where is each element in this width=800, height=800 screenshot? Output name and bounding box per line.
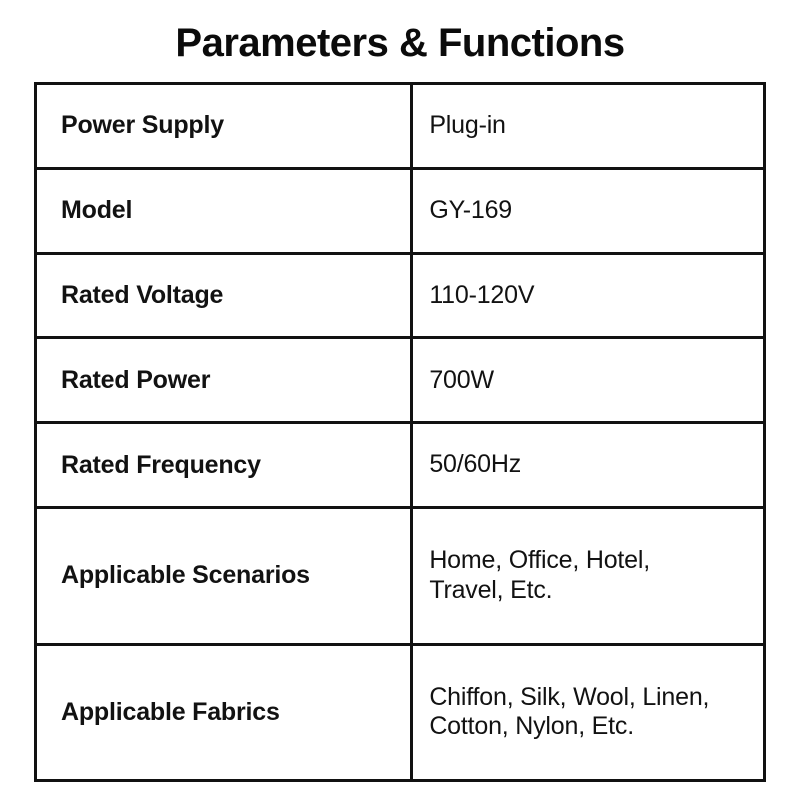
row-value <box>412 84 765 169</box>
page-title: Parameters & Functions <box>175 21 625 65</box>
table-row <box>36 508 765 644</box>
row-label: Applicable Fabrics <box>36 644 412 780</box>
table-row <box>36 168 765 253</box>
row-value <box>412 423 765 508</box>
row-value <box>412 168 765 253</box>
row-value-line: Travel, Etc. <box>429 575 553 604</box>
row-label: Model <box>36 168 412 253</box>
row-value-line: Chiffon, Silk, Wool, Linen, <box>429 682 710 711</box>
row-label: Power Supply <box>36 84 412 169</box>
row-value <box>412 508 765 644</box>
table-row <box>36 644 765 780</box>
table-row <box>36 253 765 338</box>
row-value <box>412 338 765 423</box>
row-label: Applicable Scenarios <box>36 508 412 644</box>
row-label: Rated Power <box>36 338 412 423</box>
row-value-line: GY-169 <box>429 195 512 224</box>
row-value-line: Home, Office, Hotel, <box>429 546 650 575</box>
row-value-line: 700W <box>429 365 494 394</box>
table-row <box>36 84 765 169</box>
row-label: Rated Frequency <box>36 423 412 508</box>
row-value-line: Cotton, Nylon, Etc. <box>429 712 634 741</box>
row-value-line: 50/60Hz <box>429 450 522 479</box>
specifications-table <box>34 82 766 782</box>
row-value-line: Plug-in <box>429 111 506 140</box>
row-value <box>412 644 765 780</box>
row-value-line: 110-120V <box>429 280 535 309</box>
row-label: Rated Voltage <box>36 253 412 338</box>
table-row <box>36 423 765 508</box>
table-body <box>36 84 765 781</box>
table-row <box>36 338 765 423</box>
row-value <box>412 253 765 338</box>
